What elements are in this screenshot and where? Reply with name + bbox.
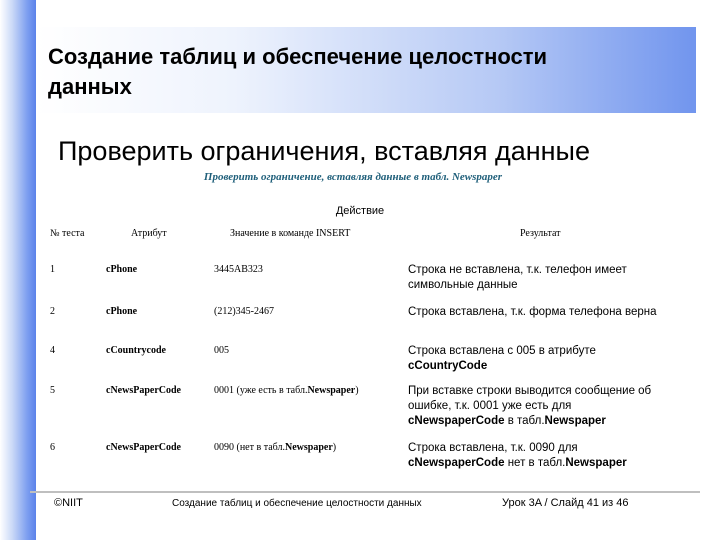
result-line: символьные данные: [408, 279, 518, 291]
left-gradient-bar: [0, 0, 36, 540]
cell-value-text: 0001 (уже есть в табл.: [214, 385, 308, 396]
slide-title-line2: данных: [48, 74, 132, 99]
table-caption: Проверить ограничение, вставляя данные в табл. Newspaper: [203, 171, 503, 183]
result-bold: cNewspaperCode: [408, 415, 505, 427]
result-line: ошибке, т.к. 0001 уже есть для: [408, 400, 572, 412]
cell-value-suffix: ): [332, 442, 337, 453]
header-attribute: Атрибут: [131, 228, 167, 239]
cell-value: [214, 442, 336, 453]
result-line: [408, 456, 693, 471]
slide-title: [48, 42, 648, 102]
header-result: Результат: [520, 228, 561, 239]
cell-value-bold: Newspaper: [284, 442, 333, 453]
slide-subtitle: Проверить ограничения, вставляя данные: [58, 136, 590, 166]
cell-value-bold: Newspaper: [307, 385, 356, 396]
cell-attribute: cPhone: [106, 306, 138, 317]
result-plain: в табл.: [504, 415, 545, 427]
result-bold: cNewspaperCode: [408, 457, 505, 469]
slide-title-line1: Создание таблиц и обеспечение целостности: [48, 44, 548, 69]
cell-result: [408, 384, 693, 429]
cell-test: 6: [50, 442, 55, 453]
result-line: [408, 414, 693, 429]
cell-test: 2: [50, 306, 55, 317]
cell-value: [214, 345, 229, 356]
cell-value-text: 3445AB323: [214, 264, 263, 275]
cell-value: [214, 385, 359, 396]
header-insert-value: Значение в команде INSERT: [230, 228, 351, 239]
cell-value-text: (212)345-2467: [214, 306, 274, 317]
cell-test: 4: [50, 345, 55, 356]
footer-copyright: ©NIIT: [54, 497, 83, 509]
cell-result: [408, 263, 693, 293]
result-bold: cCountryCode: [408, 360, 488, 372]
result-plain: нет в табл.: [504, 457, 566, 469]
cell-result: [408, 344, 693, 374]
cell-value-text: 0090 (нет в табл.: [214, 442, 285, 453]
cell-value: [214, 306, 274, 317]
result-bold: Newspaper: [565, 457, 627, 469]
cell-value: [214, 264, 263, 275]
result-line: Строка вставлена, т.к. 0090 для: [408, 442, 578, 454]
footer-course-title: Создание таблиц и обеспечение целостности данных: [172, 498, 422, 509]
result-line: Строка вставлена, т.к. форма телефона верна: [408, 306, 657, 318]
cell-result: [408, 305, 693, 320]
result-line: [408, 359, 693, 374]
cell-test: 1: [50, 264, 55, 275]
result-line: Строка не вставлена, т.к. телефон имеет: [408, 264, 627, 276]
result-bold: Newspaper: [544, 415, 606, 427]
cell-test: 5: [50, 385, 55, 396]
cell-result: [408, 441, 693, 471]
cell-attribute: cNewsPaperCode: [106, 385, 181, 396]
footer-slide-info: Урок 3A / Слайд 41 из 46: [502, 497, 629, 509]
cell-value-suffix: ): [355, 385, 359, 396]
footer-divider: [30, 491, 700, 493]
result-line: При вставке строки выводится сообщение об: [408, 385, 652, 397]
cell-attribute: cNewsPaperCode: [106, 442, 181, 453]
cell-attribute: cCountrycode: [106, 345, 166, 356]
header-test-number: № теста: [50, 228, 85, 239]
cell-value-text: 005: [214, 345, 229, 356]
result-line: Строка вставлена с 005 в атрибуте: [408, 345, 596, 357]
table-group-header: Действие: [335, 205, 385, 217]
cell-attribute: cPhone: [106, 264, 138, 275]
